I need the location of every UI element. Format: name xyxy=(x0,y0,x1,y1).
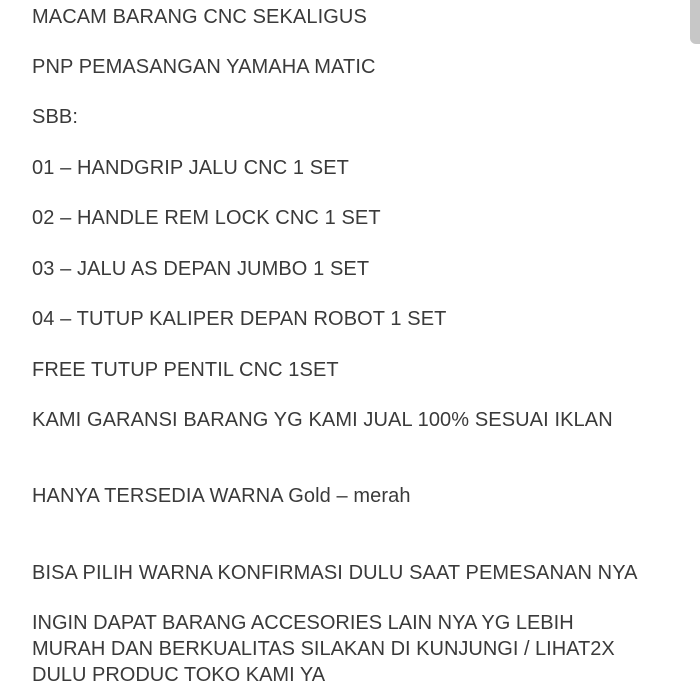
description-line: BISA PILIH WARNA KONFIRMASI DULU SAAT PEMESANAN NYA xyxy=(32,562,638,584)
scrollbar-thumb[interactable] xyxy=(690,0,700,44)
closing-paragraph xyxy=(32,610,672,688)
list-item: 02 – HANDLE REM LOCK CNC 1 SET xyxy=(32,207,381,229)
description-line: KAMI GARANSI BARANG YG KAMI JUAL 100% SESUAI IKLAN xyxy=(32,409,613,431)
closing-line: DULU PRODUC TOKO KAMI YA xyxy=(32,664,326,686)
closing-line: MURAH DAN BERKUALITAS SILAKAN DI KUNJUNGI / LIHAT2X xyxy=(32,638,615,660)
list-item: 01 – HANDGRIP JALU CNC 1 SET xyxy=(32,157,349,179)
list-item: 03 – JALU AS DEPAN JUMBO 1 SET xyxy=(32,258,370,280)
description-line: PNP PEMASANGAN YAMAHA MATIC xyxy=(32,56,376,78)
description-line: FREE TUTUP PENTIL CNC 1SET xyxy=(32,359,339,381)
list-item: 04 – TUTUP KALIPER DEPAN ROBOT 1 SET xyxy=(32,308,447,330)
description-line: HANYA TERSEDIA WARNA Gold – merah xyxy=(32,485,411,507)
description-line: SBB: xyxy=(32,106,78,128)
description-line: MACAM BARANG CNC SEKALIGUS xyxy=(32,6,367,28)
closing-line: INGIN DAPAT BARANG ACCESORIES LAIN NYA YG LEBIH xyxy=(32,612,574,634)
